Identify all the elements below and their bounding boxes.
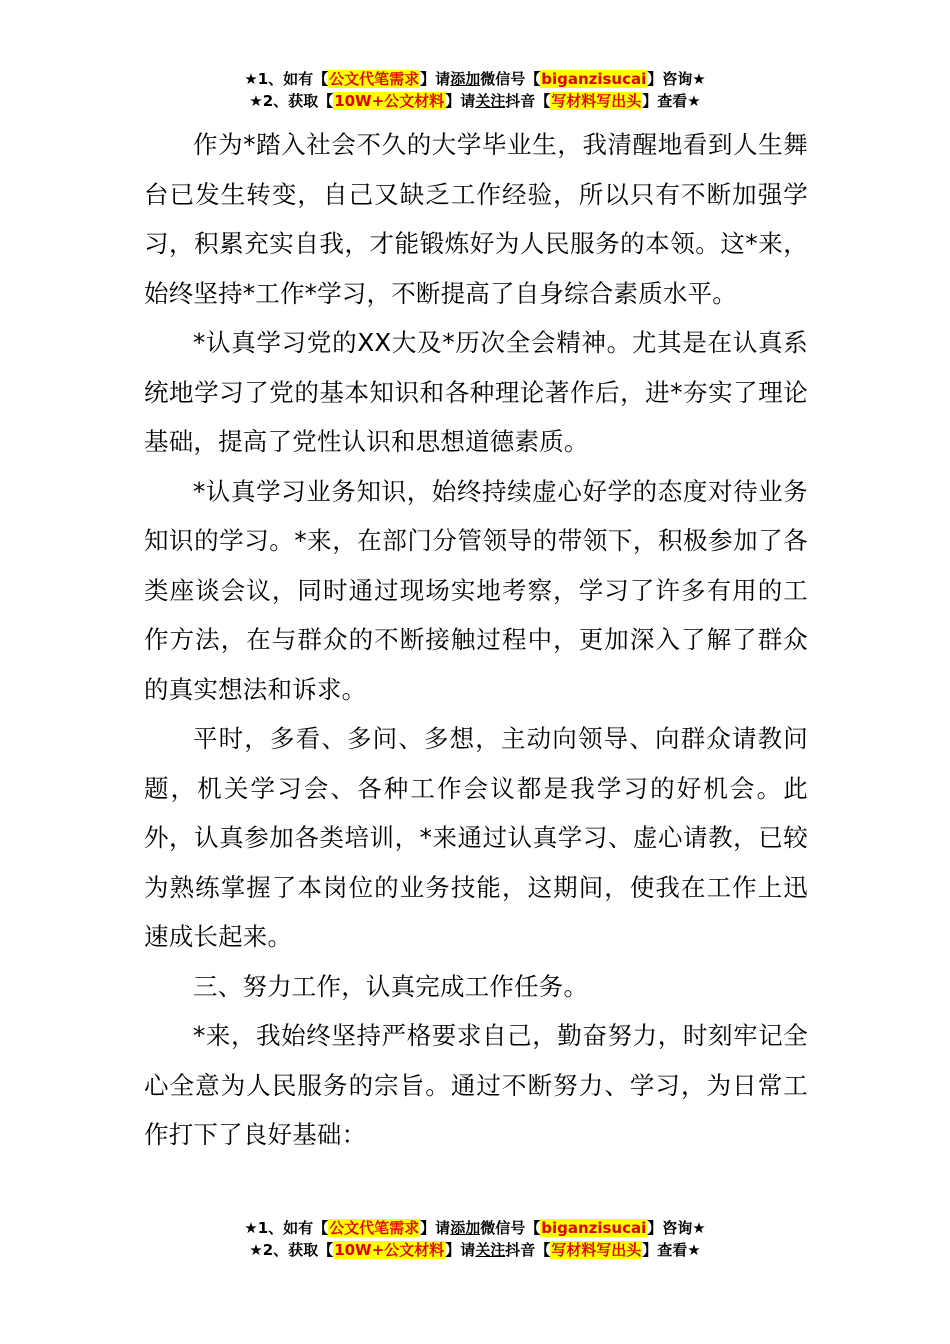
highlight-materials: 10W+公文材料 [334,92,445,110]
paragraph: *认真学习业务知识，始终持续虚心好学的态度对待业务知识的学习。*来，在部门分管领导的带领下，积极参加了各类座谈会议，同时通过现场实地考察，学习了许多有用的工作方法，在与群众的不断接触过程中，更加深入了解了群众的真实想法和诉求。 [144,476,808,704]
document-body [144,120,808,1160]
highlight-service: 公文代笔需求 [329,1219,420,1237]
paragraph: 平时，多看、多问、多想，主动向领导、向群众请教问题，机关学习会、各种工作会议都是我学习的好机会。此外，认真参加各类培训，*来通过认真学习、虚心请教，已较为熟练掌握了本岗位的业务技能，这期间，使我在工作上迅速成长起来。 [144,724,808,951]
paragraph: *认真学习党的XX大及*历次全会精神。尤其是在认真系统地学习了党的基本知识和各种理论著作后，进*夯实了理论基础，提高了党性认识和思想道德素质。 [144,328,808,456]
banner-line-1: ★1、如有【公文代笔需求】请添加微信号【biganzisucai】咨询★ [244,1219,706,1237]
banner-line-2: ★2、获取【10W+公文材料】请关注抖音【写材料写出头】查看★ [249,92,701,110]
banner-line-2: ★2、获取【10W+公文材料】请关注抖音【写材料写出头】查看★ [249,1241,701,1259]
highlight-materials: 10W+公文材料 [334,1241,445,1259]
highlight-wechat-id: biganzisucai [541,70,647,88]
highlight-douyin-account: 写材料写出头 [551,1241,642,1259]
paragraph: *来，我始终坚持严格要求自己，勤奋努力，时刻牢记全心全意为人民服务的宗旨。通过不断努力、学习，为日常工作打下了良好基础： [144,1021,808,1149]
banner-line-1: ★1、如有【公文代笔需求】请添加微信号【biganzisucai】咨询★ [244,70,706,88]
header-banner [0,68,950,112]
footer-banner [0,1217,950,1261]
section-heading: 三、努力工作，认真完成工作任务。 [193,971,589,1001]
highlight-service: 公文代笔需求 [329,70,420,88]
highlight-wechat-id: biganzisucai [541,1219,647,1237]
highlight-douyin-account: 写材料写出头 [551,92,642,110]
paragraph: 作为*踏入社会不久的大学毕业生，我清醒地看到人生舞台已发生转变，自己又缺乏工作经验，所以只有不断加强学习，积累充实自我，才能锻炼好为人民服务的本领。这*来，始终坚持*工作*学习，不断提高了自身综合素质水平。 [144,130,808,308]
